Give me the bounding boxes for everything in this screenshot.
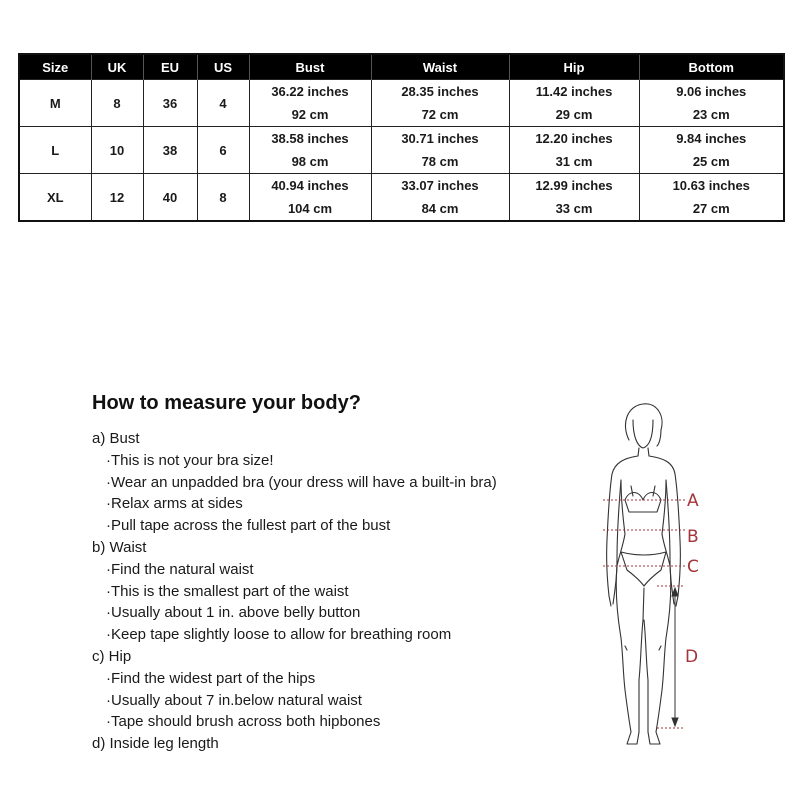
cell-waist [371, 80, 509, 127]
hip-inches: 11.42 inches [535, 84, 613, 99]
cell-size: XL [19, 174, 91, 222]
cell-bottom [639, 80, 784, 127]
guide-title: How to measure your body? [92, 392, 361, 414]
bra-outline [625, 486, 661, 512]
header-waist: Waist [371, 54, 509, 80]
cell-eu: 36 [143, 80, 197, 127]
cell-waist [371, 127, 509, 174]
cell-size: L [19, 127, 91, 174]
bottom-inches: 9.06 inches [676, 84, 747, 99]
guide-instruction: ·Wear an unpadded bra (your dress will have a built-in bra) [106, 473, 497, 491]
hip-cm: 29 cm [555, 107, 593, 122]
bottom-cm: 25 cm [692, 154, 730, 169]
right-leg-outline [644, 566, 671, 744]
guide-section-heading: c) Hip [92, 647, 132, 665]
header-size: Size [19, 54, 91, 80]
table-row [19, 174, 784, 222]
hip-cm: 31 cm [555, 154, 593, 169]
bust-cm: 104 cm [287, 201, 333, 216]
guide-section-heading: d) Inside leg length [92, 735, 219, 753]
cell-us: 4 [197, 80, 249, 127]
cell-bottom [639, 174, 784, 222]
bust-inches: 36.22 inches [271, 84, 349, 99]
waist-inches: 30.71 inches [401, 131, 479, 146]
cell-bust [249, 174, 371, 222]
body-measurement-figure [595, 400, 710, 760]
bust-inches: 38.58 inches [271, 131, 349, 146]
guide-instruction: ·Usually about 1 in. above belly button [106, 604, 361, 622]
label-a: A [687, 491, 699, 511]
header-us: US [197, 54, 249, 80]
cell-us: 6 [197, 127, 249, 174]
guide-section-heading: b) Waist [92, 538, 147, 556]
guide-instruction: ·This is not your bra size! [106, 451, 274, 469]
guide-instruction: ·Relax arms at sides [106, 495, 243, 513]
label-d: D [685, 647, 699, 667]
guide-instruction: ·This is the smallest part of the waist [106, 582, 349, 600]
cell-waist [371, 174, 509, 222]
cell-uk: 10 [91, 127, 143, 174]
guide-section-heading: a) Bust [92, 430, 140, 447]
guide-instruction: ·Keep tape slightly loose to allow for breathing room [106, 626, 452, 644]
guide-instruction: ·Tape should brush across both hipbones [106, 713, 381, 731]
guide-instruction: ·Usually about 7 in.below natural waist [106, 691, 362, 709]
guide-instruction: ·Find the widest part of the hips [106, 669, 316, 687]
cell-bust [249, 80, 371, 127]
left-arm-outline [607, 456, 638, 606]
bust-inches: 40.94 inches [271, 178, 349, 193]
cell-uk: 12 [91, 174, 143, 222]
guide-instruction: ·Pull tape across the fullest part of the bust [106, 517, 391, 535]
hip-cm: 33 cm [555, 201, 593, 216]
briefs-outline [621, 552, 666, 586]
cell-hip [509, 80, 639, 127]
waist-cm: 78 cm [421, 154, 459, 169]
waist-cm: 84 cm [421, 201, 459, 216]
hip-inches: 12.20 inches [535, 131, 613, 146]
waist-inches: 33.07 inches [401, 178, 479, 193]
cell-bust [249, 127, 371, 174]
guide-instruction: ·Find the natural waist [106, 560, 254, 578]
left-leg-outline [616, 566, 644, 744]
waist-cm: 72 cm [421, 107, 459, 122]
table-row [19, 127, 784, 174]
cell-size: M [19, 80, 91, 127]
waist-inches: 28.35 inches [401, 84, 479, 99]
cell-uk: 8 [91, 80, 143, 127]
table-row [19, 80, 784, 127]
cell-bottom [639, 127, 784, 174]
cell-eu: 38 [143, 127, 197, 174]
table-header-row [19, 54, 784, 80]
cell-us: 8 [197, 174, 249, 222]
bottom-inches: 9.84 inches [676, 131, 747, 146]
label-b: B [687, 527, 699, 547]
bust-cm: 98 cm [291, 154, 329, 169]
bust-cm: 92 cm [291, 107, 329, 122]
hair-outline [625, 404, 662, 446]
header-hip: Hip [509, 54, 639, 80]
label-c: C [687, 557, 699, 577]
cell-hip [509, 127, 639, 174]
header-uk: UK [91, 54, 143, 80]
header-bottom: Bottom [639, 54, 784, 80]
hip-inches: 12.99 inches [535, 178, 613, 193]
bottom-cm: 27 cm [692, 201, 730, 216]
measurement-instructions [92, 428, 592, 755]
cell-hip [509, 174, 639, 222]
head-outline [633, 420, 653, 448]
header-bust: Bust [249, 54, 371, 80]
right-arm-outline [649, 456, 680, 606]
size-chart-table [18, 53, 785, 222]
cell-eu: 40 [143, 174, 197, 222]
bottom-cm: 23 cm [692, 107, 730, 122]
header-eu: EU [143, 54, 197, 80]
bottom-inches: 10.63 inches [672, 178, 750, 193]
